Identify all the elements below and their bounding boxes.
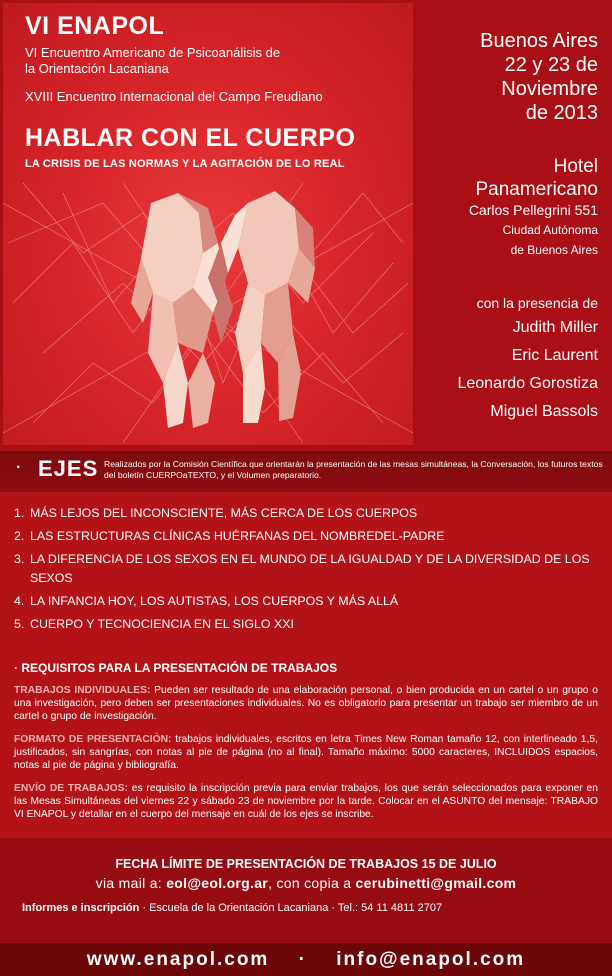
- info-school: · Escuela de la Orientación Lacaniana: [139, 902, 329, 914]
- item-number: 4.: [14, 594, 25, 608]
- item-text: MÁS LEJOS DEL INCONSCIENTE, MÁS CERCA DE LOS CUERPOS: [30, 506, 418, 520]
- venue-city-line-2: de Buenos Aires: [510, 243, 598, 257]
- item-number: 1.: [14, 506, 25, 520]
- web-contact-bar: [0, 943, 612, 976]
- event-month: Noviembre: [501, 78, 598, 100]
- event-subtitle-line-2: la Orientación Lacaniana: [25, 61, 169, 76]
- email-link-primary[interactable]: eol@eol.org.ar: [166, 875, 269, 891]
- item-text: LA DIFERENCIA DE LOS SEXOS EN EL MUNDO DE LA IGUALDAD Y DE LA DIVERSIDAD DE LOS SEXOS: [30, 552, 590, 585]
- event-name: VI ENAPOL: [25, 12, 165, 40]
- item-text: LAS ESTRUCTURAS CLÍNICAS HUÉRFANAS DEL NOMBREDEL-PADRE: [30, 529, 445, 543]
- contact-info-line: [22, 902, 602, 914]
- ejes-bullet: ·: [16, 459, 22, 476]
- speaker-name: Judith Miller: [512, 319, 598, 336]
- low-poly-bodies-illustration: [3, 3, 413, 445]
- speaker-name: Miguel Bassols: [490, 403, 598, 420]
- requisito-label: FORMATO DE PRESENTACIÒN:: [14, 734, 172, 745]
- requisito-paragraph: [14, 684, 598, 724]
- item-number: 5.: [14, 617, 25, 631]
- web-separator: ·: [298, 949, 307, 970]
- ejes-list: [14, 504, 604, 638]
- presence-label: con la presencia de: [476, 295, 598, 311]
- info-phone: · Tel.: 54 11 4811 2707: [328, 902, 443, 914]
- item-text: LA INFANCIA HOY, LOS AUTISTAS, LOS CUERPOS Y MÁS ALLÁ: [30, 594, 399, 608]
- venue-city-line-1: Ciudad Autónoma: [502, 223, 598, 237]
- via-prefix: via mail a:: [95, 875, 167, 891]
- list-item: [14, 527, 604, 546]
- event-year: de 2013: [525, 102, 598, 124]
- item-number: 2.: [14, 529, 25, 543]
- ejes-description: Realizados por la Comisión Científica que orientarán la presentación de las mesas simultáneas, la Conversación, los futuros textos del boletín CUERPOaTEXTO, y el Volumen preparatorio.: [104, 459, 603, 481]
- theme-subtitle: LA CRISIS DE LAS NORMAS Y LA AGITACIÓN DE LO REAL: [25, 158, 345, 170]
- requisitos-title: · REQUISITOS PARA LA PRESENTACIÓN DE TRABAJOS: [14, 661, 338, 675]
- venue-line-2: Panamericano: [475, 179, 598, 200]
- info-label: Informes e inscripción: [22, 902, 140, 914]
- requisito-label: TRABAJOS INDIVIDUALES:: [14, 685, 151, 696]
- footer-band: [0, 838, 612, 976]
- item-number: 3.: [14, 552, 25, 566]
- list-item: [14, 592, 604, 611]
- item-text: CUERPO Y TECNOCIENCIA EN EL SIGLO XXI: [30, 617, 294, 631]
- event-dates: 22 y 23 de: [504, 54, 598, 76]
- list-item: [14, 615, 604, 634]
- venue-line-1: Hotel: [553, 156, 598, 177]
- requisito-paragraph: [14, 782, 598, 822]
- hero-poster: [0, 0, 612, 451]
- contact-email-link[interactable]: info@enapol.com: [336, 949, 526, 970]
- website-link[interactable]: www.enapol.com: [86, 949, 270, 970]
- list-item: [14, 504, 604, 523]
- event-subtitle-line-1: VI Encuentro Americano de Psicoanálisis de: [25, 45, 281, 60]
- ejes-title: EJES: [38, 456, 99, 481]
- requisito-label: ENVÍO DE TRABAJOS:: [14, 783, 128, 794]
- requisito-text: Pueden ser resultado de una elaboración personal, o bien producida en un cartel o un grupo o una investigación, pero deben ser presentaciones individuales. No es obligatorio para presentar un trabajo ser miembro de un cartel o grupo de investigación.: [14, 685, 598, 723]
- left-figure: [131, 193, 233, 428]
- list-item: [14, 550, 604, 588]
- speaker-name: Leonardo Gorostiza: [457, 375, 598, 392]
- requisito-text: trabajos individuales, escritos en letra Times New Roman tamaño 12, con interlineado 1,5, justificados, sin sangrías, con notas al pie de página (no al final). Tamaño máximo: 5000 caracteres, INCLUIDOS espacios, notas al pie de página y bibliografía.: [14, 734, 598, 772]
- requisito-text: es requisito la inscripción previa para enviar trabajos, los que serán seleccionados para exponer en las Mesas Simultáneas del viernes 22 y sábado 23 de noviembre por la tarde. Colocar en el ASUNTO del mensaje: TRABAJO VI ENAPOL y detallar en el cuerpo del mensaje en cuál de los ejes se inscribe.: [14, 783, 598, 821]
- venue-address: Carlos Pellegrini 551: [468, 202, 598, 218]
- ejes-header-bar: [0, 451, 612, 492]
- speaker-name: Eric Laurent: [511, 347, 598, 364]
- event-city: Buenos Aires: [480, 30, 598, 52]
- deadline-text: FECHA LÍMITE DE PRESENTACIÓN DE TRABAJOS 15 DE JULIO: [115, 857, 497, 871]
- event-subtitle-line-3: XVIII Encuentro Internacional del Campo Freudiano: [25, 89, 323, 104]
- via-middle: , con copia a: [268, 875, 356, 891]
- requisito-paragraph: [14, 733, 598, 773]
- email-link-copy[interactable]: cerubinetti@gmail.com: [355, 875, 517, 891]
- theme-title: HABLAR CON EL CUERPO: [25, 124, 356, 152]
- submission-email-line: [0, 875, 612, 891]
